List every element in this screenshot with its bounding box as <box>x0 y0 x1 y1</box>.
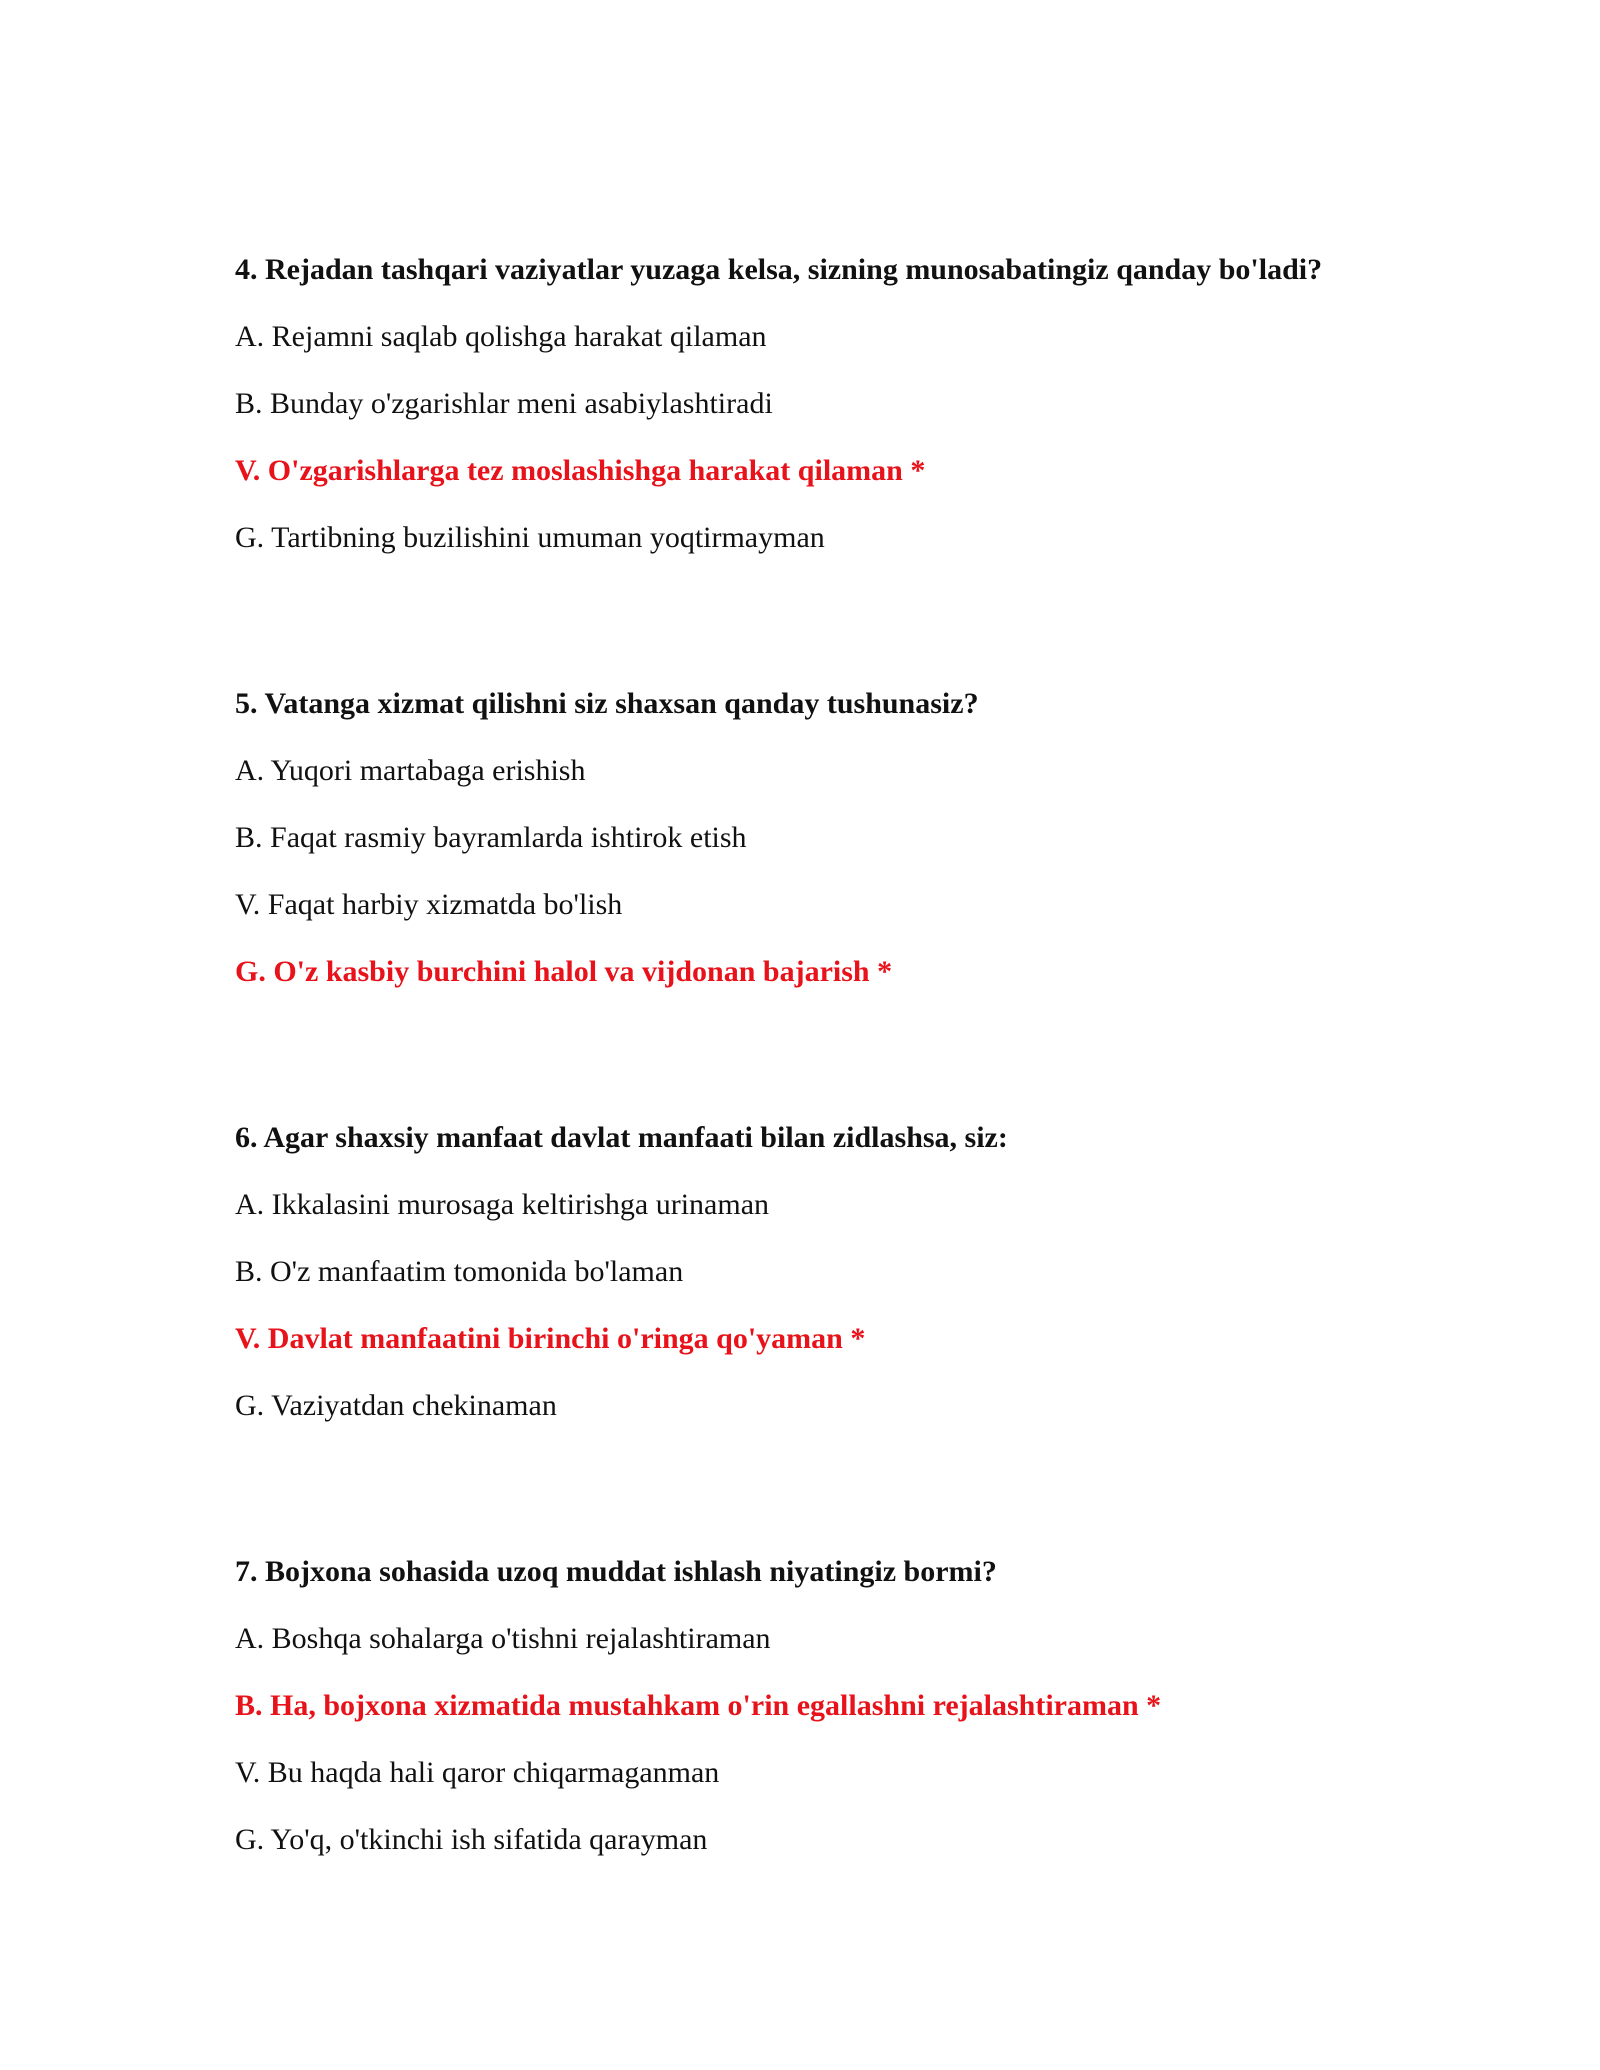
question-6 <box>235 1118 1335 1426</box>
answer-option: G. Vaziyatdan chekinaman <box>235 1389 557 1422</box>
answer-option-correct: V. Davlat manfaatini birinchi o'ringa qo'yaman * <box>235 1322 866 1355</box>
answer-option: B. Bunday o'zgarishlar meni asabiylashtiradi <box>235 387 773 420</box>
answer-option: G. Tartibning buzilishini umuman yoqtirmayman <box>235 521 825 554</box>
answer-option: B. Faqat rasmiy bayramlarda ishtirok etish <box>235 821 747 854</box>
question-4 <box>235 250 1335 558</box>
answer-option: G. Yo'q, o'tkinchi ish sifatida qarayman <box>235 1823 708 1856</box>
document-page <box>235 250 1335 1860</box>
answer-option: V. Bu haqda hali qaror chiqarmaganman <box>235 1756 720 1789</box>
question-7 <box>235 1552 1335 1860</box>
answer-option: A. Boshqa sohalarga o'tishni rejalashtiraman <box>235 1622 771 1655</box>
question-text: 6. Agar shaxsiy manfaat davlat manfaati bilan zidlashsa, siz: <box>235 1121 1008 1154</box>
answer-option-correct: V. O'zgarishlarga tez moslashishga harakat qilaman * <box>235 454 926 487</box>
question-text: 7. Bojxona sohasida uzoq muddat ishlash niyatingiz bormi? <box>235 1555 997 1588</box>
answer-option: B. O'z manfaatim tomonida bo'laman <box>235 1255 684 1288</box>
question-text: 5. Vatanga xizmat qilishni siz shaxsan qanday tushunasiz? <box>235 687 979 720</box>
answer-option: A. Rejamni saqlab qolishga harakat qilaman <box>235 320 767 353</box>
answer-option: V. Faqat harbiy xizmatda bo'lish <box>235 888 623 921</box>
answer-option-correct: B. Ha, bojxona xizmatida mustahkam o'rin egallashni rejalashtiraman * <box>235 1689 1162 1722</box>
answer-option: A. Yuqori martabaga erishish <box>235 754 586 787</box>
answer-option-correct: G. O'z kasbiy burchini halol va vijdonan bajarish * <box>235 955 893 988</box>
question-5 <box>235 684 1335 992</box>
answer-option: A. Ikkalasini murosaga keltirishga urinaman <box>235 1188 770 1221</box>
question-text: 4. Rejadan tashqari vaziyatlar yuzaga kelsa, sizning munosabatingiz qanday bo'ladi? <box>235 253 1323 286</box>
